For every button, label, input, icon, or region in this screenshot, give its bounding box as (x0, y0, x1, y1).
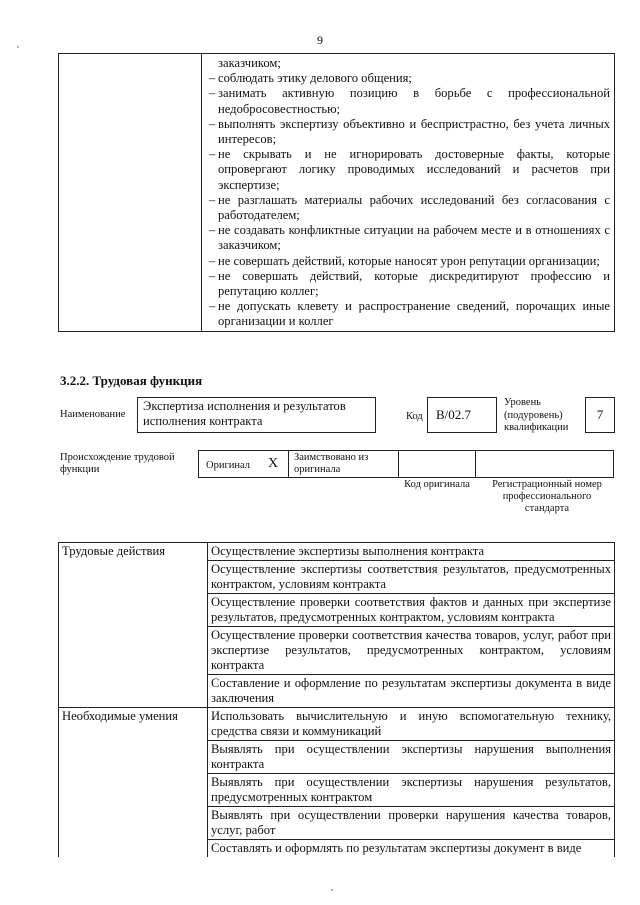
ethics-item: – соблюдать этику делового общения; (209, 71, 412, 86)
table-cell: Выявлять при осуществлении экспертизы нарушения выполнения контракта (208, 741, 615, 774)
table-cell: Осуществление экспертизы соответствия результатов, предусмотренных контрактом, условиям контракта (208, 561, 615, 594)
table-cell: Составлять и оформлять по результатам экспертизы документ в виде (208, 840, 615, 858)
table-cell: Составление и оформление по результатам экспертизы документа в виде заключения (208, 675, 615, 708)
continuation-right-cell (202, 54, 615, 332)
origin-divider (288, 451, 289, 477)
table-cell: Выявлять при осуществлении проверки нарушения качества товаров, услуг, работ (208, 807, 615, 840)
scan-speck (17, 46, 19, 48)
table-cell: Выявлять при осуществлении экспертизы нарушения результатов, предусмотренных контрактом (208, 774, 615, 807)
origin-label: Происхождение трудовой функции (60, 452, 175, 475)
original-label: Оригинал (206, 460, 250, 471)
original-mark: X (268, 456, 279, 471)
page-number: 9 (317, 33, 323, 47)
level-box: 7 (585, 397, 615, 433)
ethics-item: – выполнять экспертизу объективно и беспристрастно, без учета личных интересов; (209, 116, 610, 147)
continuation-left-cell (59, 54, 202, 332)
table-cell: Осуществление проверки соответствия фактов и данных при экспертизе результатов, предусмотренных контрактом, условиям контракта (208, 594, 615, 627)
ethics-item: – не разглашать материалы рабочих исследований без согласования с работодателем; (209, 192, 610, 223)
section-heading: 3.2.2. Трудовая функция (60, 373, 203, 388)
ethics-item: – занимать активную позицию в борьбе с профессиональной недобросовестностью; (209, 86, 610, 116)
origin-row (198, 450, 614, 478)
regnum-caption: Регистрационный номер профессионального стандарта (492, 479, 602, 514)
ethics-item: – не допускать клевету и распространение сведений, порочащих иные организации и коллег (209, 299, 610, 329)
origin-divider (475, 451, 476, 477)
scan-speck (331, 889, 333, 891)
ethics-item: – не совершать действий, которые дискредитируют профессию и репутацию коллег; (209, 268, 610, 299)
table-row (59, 708, 615, 741)
origin-divider (398, 451, 399, 477)
table-row (59, 543, 615, 561)
ethics-item: – не скрывать и не игнорировать достоверные факты, которые опровергают логику проводимых исследований и расчетов при экспертизе; (209, 147, 610, 192)
function-name-box: Экспертиза исполнения и результатов исполнения контракта (137, 397, 376, 433)
name-label: Наименование (60, 409, 126, 420)
table-cell: Использовать вычислительную и иную вспомогательную технику, средства связи и коммуникаций (208, 708, 615, 741)
borrowed-label: Заимствовано из оригинала (294, 452, 369, 475)
details-table (58, 542, 615, 857)
continuation-table (58, 53, 615, 332)
category-cell: Трудовые действия (59, 543, 208, 708)
level-label: Уровень (подуровень) квалификации (504, 397, 569, 433)
ethics-item: – не совершать действий, которые наносят урон репутации организации; (209, 253, 600, 268)
function-code-box: B/02.7 (427, 397, 497, 433)
category-cell: Необходимые умения (59, 708, 208, 858)
table-cell: Осуществление экспертизы выполнения контракта (208, 543, 615, 561)
ethics-item: – не создавать конфликтные ситуации на рабочем месте и в отношениях с заказчиком; (209, 223, 610, 253)
code-caption: Код оригинала (404, 479, 470, 490)
table-cell: Осуществление проверки соответствия качества товаров, услуг, работ при экспертизе результатов, предусмотренных контрактом, условиям контракта (208, 627, 615, 675)
code-label: Код (406, 411, 423, 422)
continuation-first-line: заказчиком; (218, 56, 281, 70)
